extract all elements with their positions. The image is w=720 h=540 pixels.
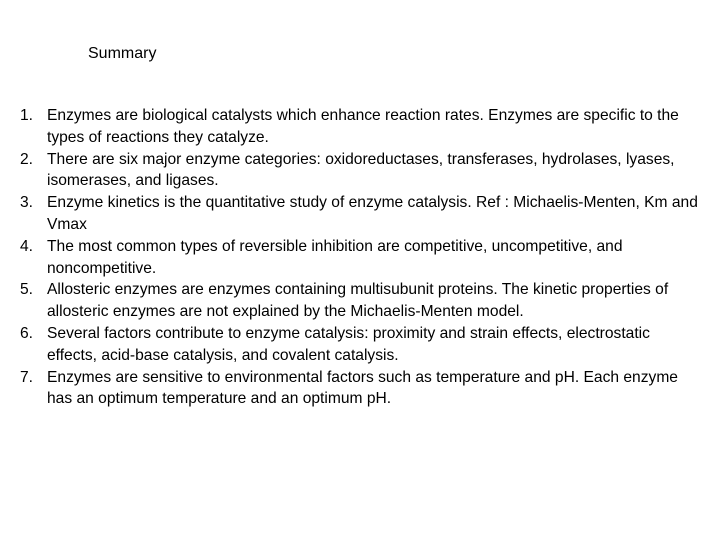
item-text: The most common types of reversible inhibition are competitive, uncompetitive, and noncompetitive.	[47, 237, 623, 277]
item-text: Enzymes are biological catalysts which enhance reaction rates. Enzymes are specific to the types of reactions they catalyze.	[47, 107, 679, 146]
summary-item-6	[20, 323, 700, 367]
item-number: 4.	[20, 237, 34, 255]
item-number: 7.	[20, 368, 34, 386]
item-number: 1.	[20, 107, 34, 124]
summary-item-2	[20, 149, 700, 193]
item-number: 6.	[20, 324, 34, 342]
item-text: Several factors contribute to enzyme catalysis: proximity and strain effects, electrostatic effects, acid-base catalysis, and covalent catalysis.	[47, 324, 650, 364]
slide-title: Summary	[88, 45, 157, 62]
item-text: Enzyme kinetics is the quantitative study of enzyme catalysis. Ref : Michaelis-Menten, Km and Vmax	[47, 194, 698, 233]
summary-list	[20, 105, 700, 410]
item-text: There are six major enzyme categories: oxidoreductases, transferases, hydrolases, lyases, isomerases, and ligases.	[47, 150, 675, 190]
summary-item-7	[20, 367, 700, 411]
summary-item-4	[20, 236, 700, 280]
item-number: 5.	[20, 281, 34, 299]
summary-item-3	[20, 192, 700, 236]
item-number: 3.	[20, 194, 34, 212]
summary-item-1	[20, 105, 700, 149]
item-text: Allosteric enzymes are enzymes containing multisubunit proteins. The kinetic properties of allosteric enzymes are not explained by the Michaelis-Menten model.	[47, 281, 669, 321]
item-number: 2.	[20, 150, 34, 168]
summary-item-5	[20, 279, 700, 323]
item-text: Enzymes are sensitive to environmental factors such as temperature and pH. Each enzyme has an optimum temperature and an optimum pH.	[47, 368, 678, 408]
